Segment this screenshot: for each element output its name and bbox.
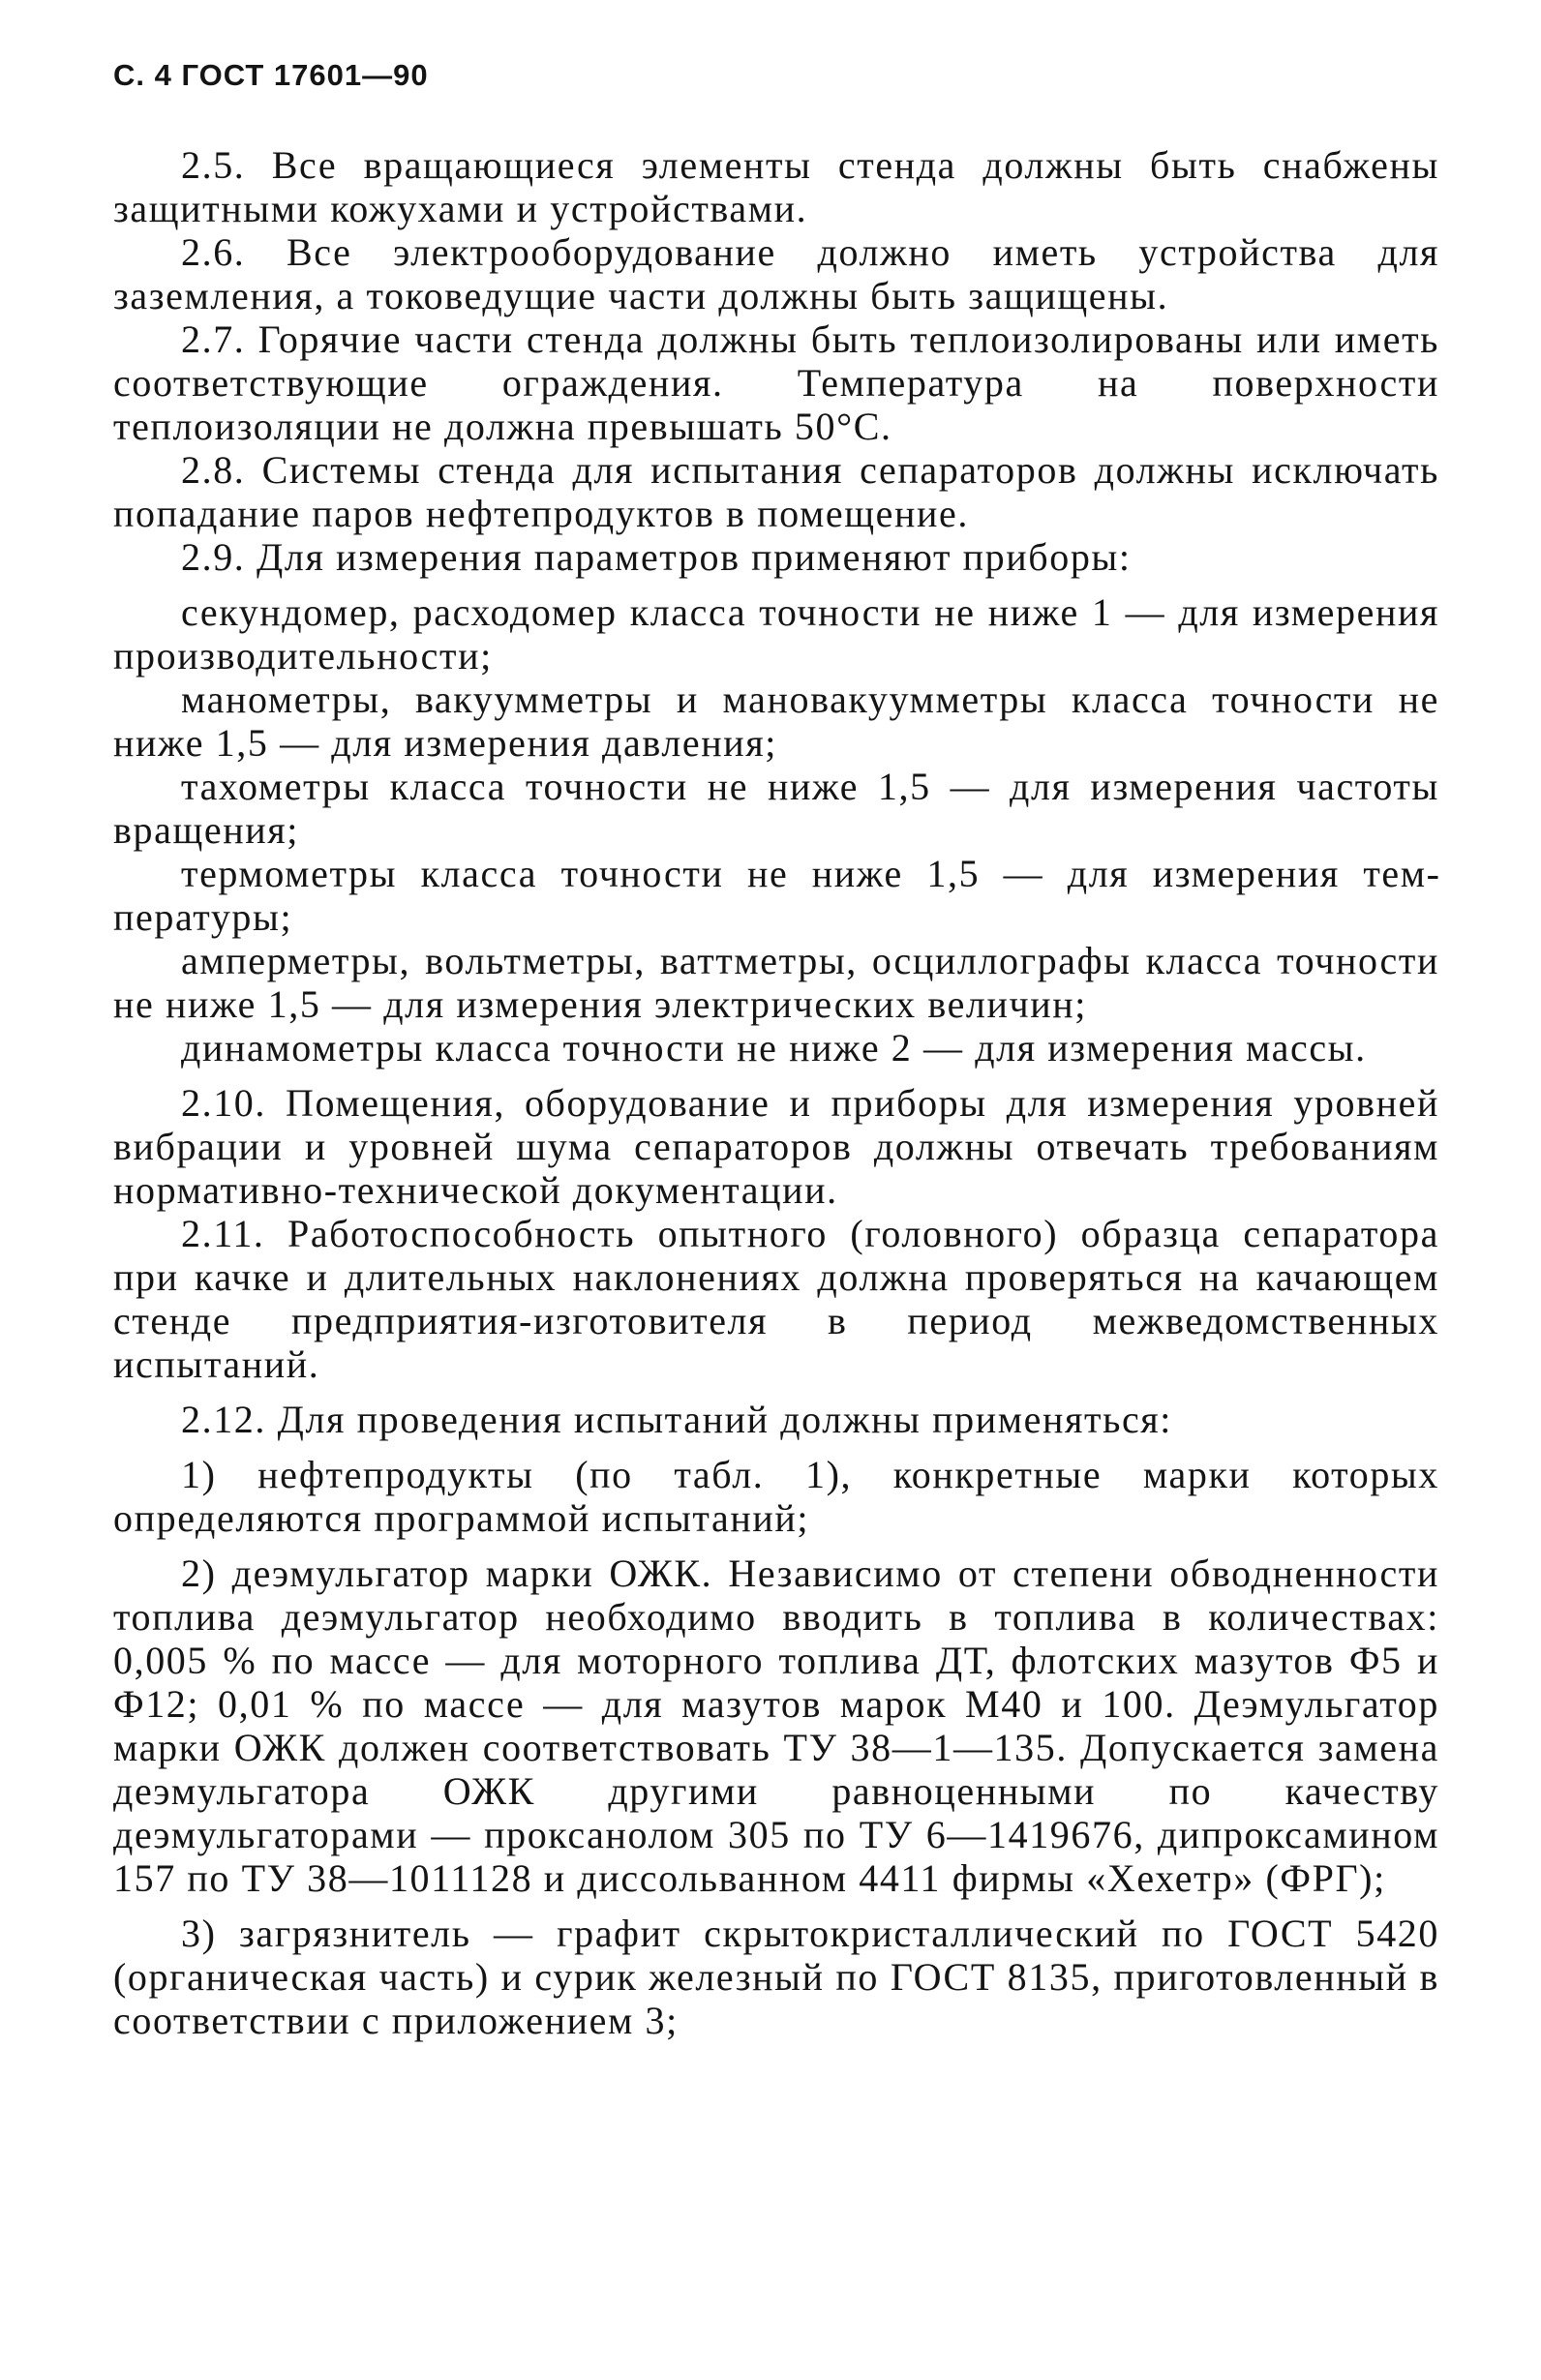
page-header: С. 4 ГОСТ 17601—90 (113, 58, 429, 92)
paragraph-2-8: 2.8. Системы стенда для испытания сепараторов должны исключать попадание паров нефтепродуктов в помещение. (113, 448, 1439, 535)
paragraph-2-10: 2.10. Помещения, оборудование и приборы для измерения уровней вибрации и уровней шума сепараторов должны отвечать требованиям нормативно-технической документации. (113, 1081, 1439, 1212)
test-material-item: 3) загрязнитель — графит скрытокристаллический по ГОСТ 5420 (органическая часть) и сурик железный по ГОСТ 8135, приготовленный в соответствии с приложением 3; (113, 1912, 1439, 2042)
instrument-item: тахометры класса точности не ниже 1,5 — для измерения частоты вращения; (113, 765, 1439, 852)
instrument-item: термометры класса точности не ниже 1,5 — для измерения температуры; (113, 852, 1439, 939)
instrument-item: амперметры, вольтметры, ваттметры, осциллографы класса точности не ниже 1,5 — для измерения электрических величин; (113, 939, 1439, 1026)
instrument-item: секундомер, расходомер класса точности не ниже 1 — для измерения производительности; (113, 590, 1439, 678)
paragraph-2-7: 2.7. Горячие части стенда должны быть теплоизолированы или иметь соответствующие ограждения. Температура на поверхности теплоизоляции не должна превышать 50°С. (113, 317, 1439, 448)
instrument-item: динамометры класса точности не ниже 2 — для измерения массы. (181, 1026, 1367, 1069)
paragraph-2-5: 2.5. Все вращающиеся элементы стенда должны быть снабжены защитными кожухами и устройствами. (113, 143, 1439, 230)
paragraph-2-12: 2.12. Для проведения испытаний должны применяться: (181, 1398, 1173, 1441)
paragraph-2-6: 2.6. Все электрооборудование должно иметь устройства для заземления, а токоведущие части должны быть защищены. (113, 230, 1439, 317)
body-text (113, 143, 1439, 2042)
test-material-item: 2) деэмульгатор марки ОЖК. Независимо от степени обводненности топлива деэмульгатор необходимо вводить в топлива в количествах: 0,005 % по массе — для моторного топлива ДТ, флотских мазутов Ф5 и Ф12; 0,01 % по массе — для мазутов марок М40 и 100. Деэмульгатор марки ОЖК должен соответствовать ТУ 38—1—135. Допускается замена деэмульгатора ОЖК другими равноценными по качеству деэмульгаторами — проксанолом 305 по ТУ 6—1419676, дипроксамином 157 по ТУ 38—1011128 и диссольванном 4411 фирмы «Хехетр» (ФРГ); (113, 1552, 1439, 1900)
paragraph-2-9: 2.9. Для измерения параметров применяют приборы: (181, 535, 1132, 579)
paragraph-2-11: 2.11. Работоспособность опытного (головного) образца сепаратора при качке и длительных наклонениях должна проверяться на качающем стенде предприятия-изготовителя в период межведомственных испытаний. (113, 1212, 1439, 1386)
document-page (113, 58, 1439, 2042)
test-material-item: 1) нефтепродукты (по табл. 1), конкретные марки которых определяются программой испытаний; (113, 1453, 1439, 1540)
instrument-item: манометры, вакуумметры и мановакуумметры класса точности не ниже 1,5 — для измерения давления; (113, 678, 1439, 765)
